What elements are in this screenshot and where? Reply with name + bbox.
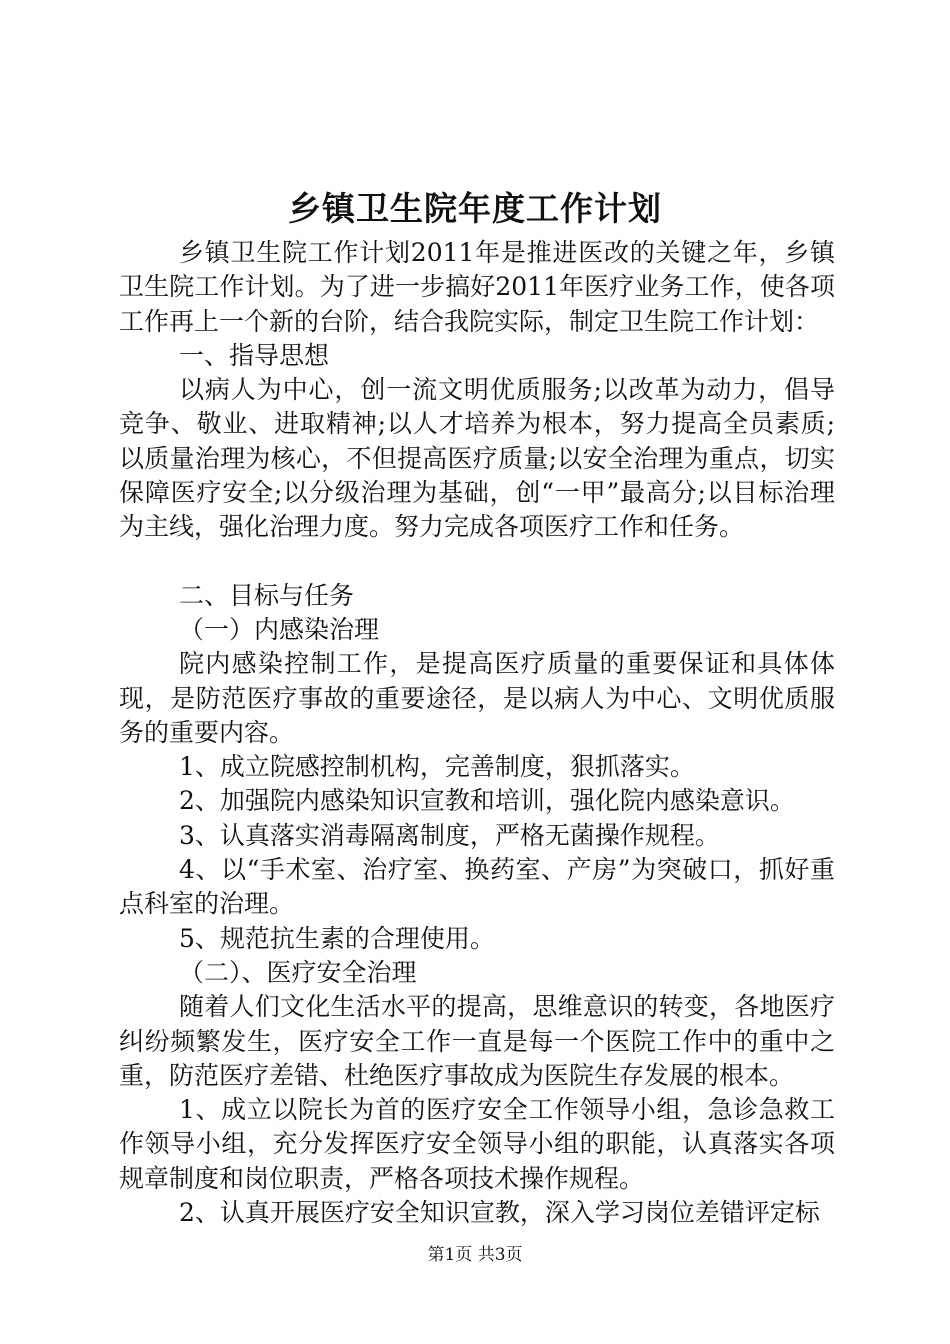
list-item-safety-2: 2、认真开展医疗安全知识宣教，深入学习岗位差错评定标 [179, 1198, 820, 1228]
list-item-infection-1: 1、成立院感控制机构，完善制度，狠抓落实。 [179, 752, 695, 782]
list-item-infection-3: 3、认真落实消毒隔离制度，严格无菌操作规程。 [179, 820, 720, 850]
subheading-infection-control: （一）内感染治理 [179, 614, 380, 644]
paragraph-guiding-ideology: 以病人为中心，创一流文明优质服务;以改革为动力，倡导竞争、敬业、进取精神;以人才培养为根本，努力提高全员素质;以质量治理为核心，不但提高医疗质量;以安全治理为重点，切实保障医疗安全;以分级治理为基础，创“一甲”最高分;以目标治理为主线，强化治理力度。努力完成各项医疗工作和任务。 [119, 375, 835, 542]
document-body [119, 236, 835, 1230]
list-item-safety-1: 1、成立以院长为首的医疗安全工作领导小组，急诊急救工作领导小组，充分发挥医疗安全领导小组的职能，认真落实各项规章制度和岗位职责，严格各项技术操作规程。 [119, 1095, 835, 1193]
page-footer: 第1页 共3页 [427, 1245, 523, 1265]
list-item-infection-2: 2、加强院内感染知识宣教和培训，强化院内感染意识。 [179, 786, 795, 816]
paragraph-intro: 乡镇卫生院工作计划2011年是推进医改的关键之年，乡镇卫生院工作计划。为了进一步搞好2011年医疗业务工作，使各项工作再上一个新的台阶，结合我院实际，制定卫生院工作计划： [119, 238, 835, 336]
paragraph-infection-control: 院内感染控制工作，是提高医疗质量的重要保证和具体体现，是防范医疗事故的重要途径，是以病人为中心、文明优质服务的重要内容。 [119, 649, 835, 747]
list-item-infection-4: 4、以“手术室、治疗室、换药室、产房”为突破口，抓好重点科室的治理。 [119, 855, 835, 919]
subheading-medical-safety: （二）、医疗安全治理 [179, 957, 417, 987]
heading-goals-tasks: 二、目标与任务 [179, 580, 355, 610]
document-title: 乡镇卫生院年度工作计划 [288, 189, 662, 228]
paragraph-medical-safety: 随着人们文化生活水平的提高，思维意识的转变，各地医疗纠纷频繁发生，医疗安全工作一直是每一个医院工作中的重中之重，防范医疗差错、杜绝医疗事故成为医院生存发展的根本。 [119, 992, 835, 1090]
heading-guiding-ideology: 一、指导思想 [179, 340, 330, 370]
list-item-infection-5: 5、规范抗生素的合理使用。 [179, 923, 495, 953]
